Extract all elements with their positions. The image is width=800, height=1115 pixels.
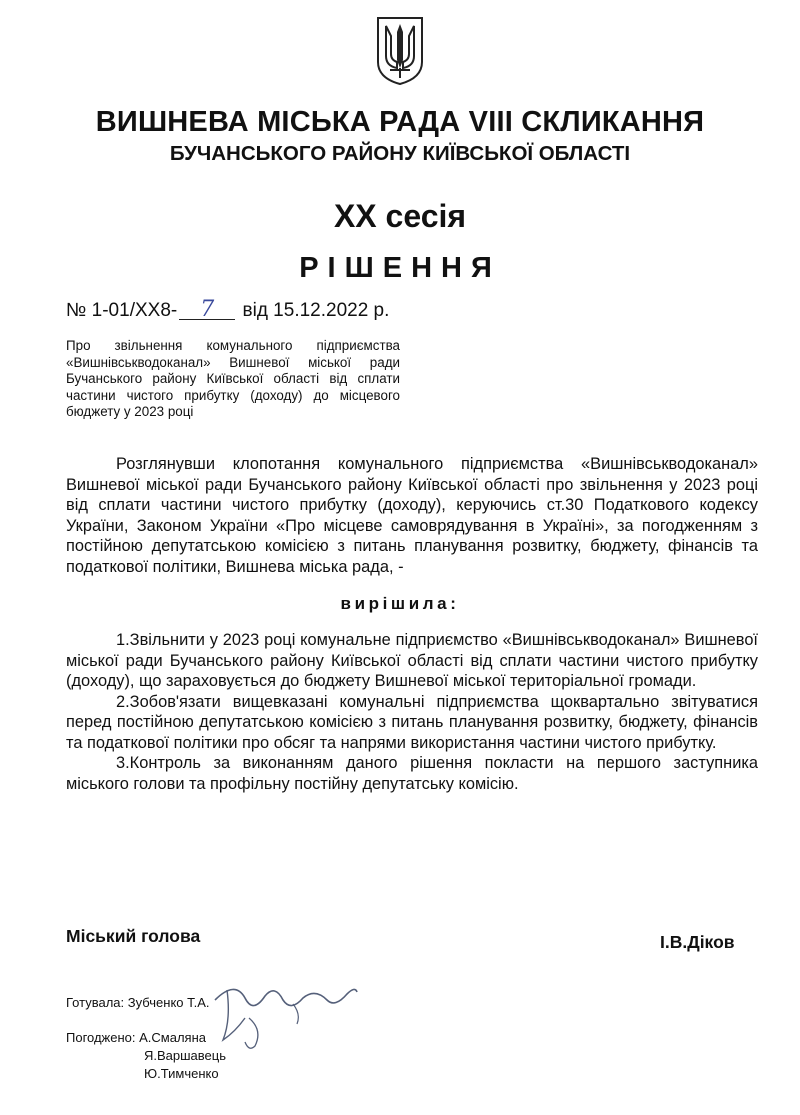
mayor-name: І.В.Діков xyxy=(660,932,735,952)
resolved-label: вирішила: xyxy=(340,594,460,613)
decision-points xyxy=(66,630,758,794)
handwritten-signature xyxy=(205,970,365,1060)
decision-point-3: 3.Контроль за виконанням даного рішення покласти на першого заступника міського голови та профільну постійну депутатську комісію. xyxy=(66,754,758,793)
registration-line xyxy=(66,297,390,322)
council-name: ВИШНЕВА МІСЬКА РАДА VIII СКЛИКАННЯ xyxy=(95,106,705,138)
prepared-by: Готувала: Зубченко Т.А. xyxy=(66,995,210,1010)
agreed-by: Погоджено: А.Смаляна xyxy=(66,1030,206,1045)
council-district: БУЧАНСЬКОГО РАЙОНУ КИЇВСЬКОЇ ОБЛАСТІ xyxy=(169,142,631,165)
preamble xyxy=(66,454,758,577)
agreed-by-second: Я.Варшавець xyxy=(144,1048,226,1063)
trident-icon xyxy=(372,12,428,86)
session-title: XX сесія xyxy=(333,198,467,234)
decision-subject: Про звільнення комунального підприємства «Вишнівськводоканал» Вишневої міської ради Бучанського району Київської області від сплати частини чистого прибутку (доходу) до місцевого бюджету у 2023 році xyxy=(66,338,400,419)
mayor-title: Міський голова xyxy=(66,926,201,946)
decision-point-1: 1.Звільнити у 2023 році комунальне підприємство «Вишнівськводоканал» Вишневої міської ради Бучанського району Київської області від сплати частини чистого прибутку (доходу), що зараховується до бюджету Вишневої міської територіальної громади. xyxy=(66,631,758,690)
handwritten-number: 7 xyxy=(179,301,235,320)
preamble-paragraph: Розглянувши клопотання комунального підприємства «Вишнівськводоканал» Вишневої міської ради Бучанського району Київської області про звільнення у 2023 році від сплати частини чистого прибутку (доходу), керуючись ст.30 Податкового кодексу України, Законом України «Про місцеве самоврядування в Україні», за погодженням з постійною депутатською комісією з питань планування розвитку, бюджету, фінансів та податкової політики, Вишнева міська рада, - xyxy=(66,455,758,576)
registration-date: від 15.12.2022 р. xyxy=(242,300,390,321)
decision-point-2: 2.Зобов'язати вищевказані комунальні підприємства щоквартально звітуватися перед постійною депутатською комісією з питань планування розвитку, бюджету, фінансів та податкової політики про обсяг та напрями використання частини чистого прибутку. xyxy=(66,692,758,752)
registration-prefix: № 1-01/XX8- xyxy=(66,300,178,321)
document-type-title: РІШЕННЯ xyxy=(299,252,501,284)
agreed-by-third: Ю.Тимченко xyxy=(144,1066,219,1081)
